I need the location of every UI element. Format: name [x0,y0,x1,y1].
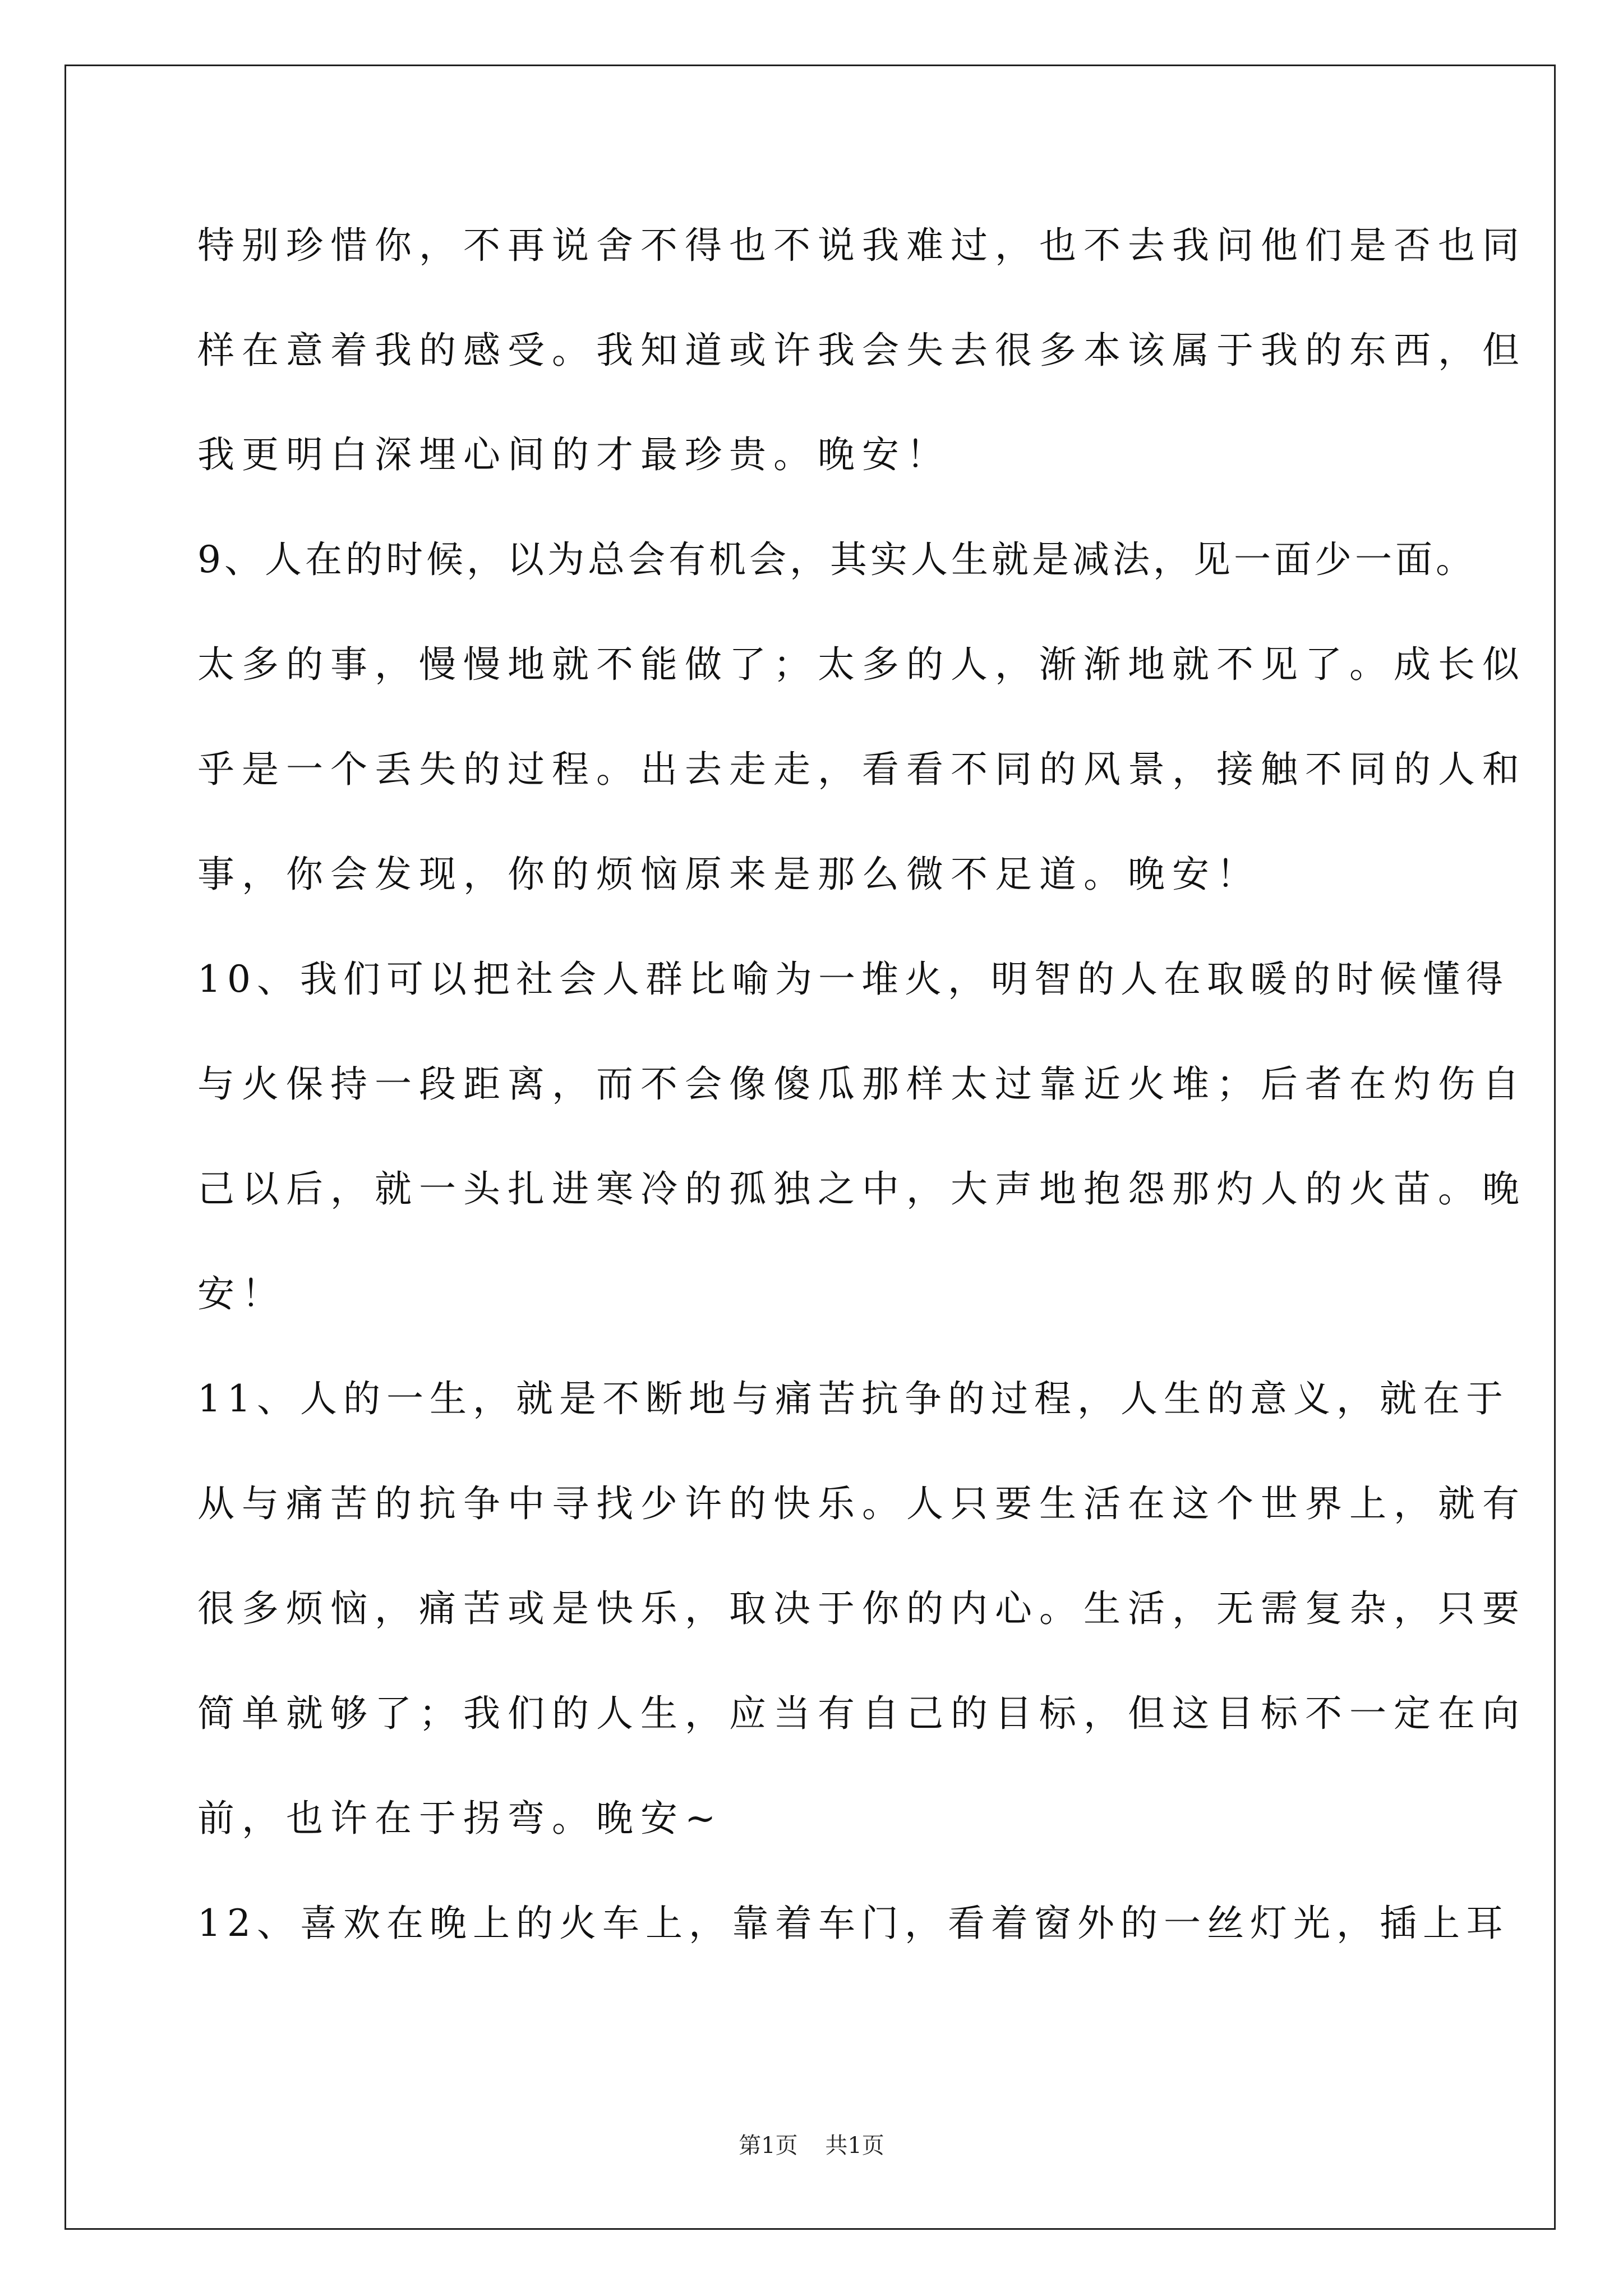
text-line: 安！ [197,1272,286,1315]
text-line: 9、人在的时候，以为总会有机会，其实人生就是减法，见一面少一面。 [197,538,1476,581]
text-line: 太多的事，慢慢地就不能做了；太多的人，渐渐地就不见了。成长似 [197,643,1527,686]
text-line: 我更明白深埋心间的才最珍贵。晚安！ [197,433,951,476]
page-total: 共1页 [825,2133,884,2159]
text-line: 事，你会发现，你的烦恼原来是那么微不足道。晚安！ [197,853,1261,896]
text-line: 很多烦恼，痛苦或是快乐，取决于你的内心。生活，无需复杂，只要 [197,1587,1527,1630]
text-line: 与火保持一段距离，而不会像傻瓜那样太过靠近火堆；后者在灼伤自 [197,1062,1527,1106]
text-line: 样在意着我的感受。我知道或许我会失去很多本该属于我的东西，但 [197,329,1527,372]
text-line: 10、我们可以把社会人群比喻为一堆火，明智的人在取暖的时候懂得 [197,958,1509,1001]
text-line: 11、人的一生，就是不断地与痛苦抗争的过程，人生的意义，就在于 [197,1377,1509,1420]
text-line: 乎是一个丢失的过程。出去走走，看看不同的风景，接触不同的人和 [197,748,1527,791]
text-line: 前，也许在于拐弯。晚安~ [197,1797,723,1840]
text-line: 特别珍惜你，不再说舍不得也不说我难过，也不去我问他们是否也同 [197,224,1527,267]
text-line: 12、喜欢在晚上的火车上，靠着车门，看着窗外的一丝灯光，插上耳 [197,1902,1509,1945]
page-footer [0,2132,1623,2160]
text-line: 简单就够了；我们的人生，应当有自己的目标，但这目标不一定在向 [197,1692,1527,1735]
text-line: 从与痛苦的抗争中寻找少许的快乐。人只要生活在这个世界上，就有 [197,1482,1527,1525]
page-number: 第1页 [739,2133,798,2159]
text-line: 己以后，就一头扎进寒冷的孤独之中，大声地抱怨那灼人的火苗。晚 [197,1167,1527,1211]
